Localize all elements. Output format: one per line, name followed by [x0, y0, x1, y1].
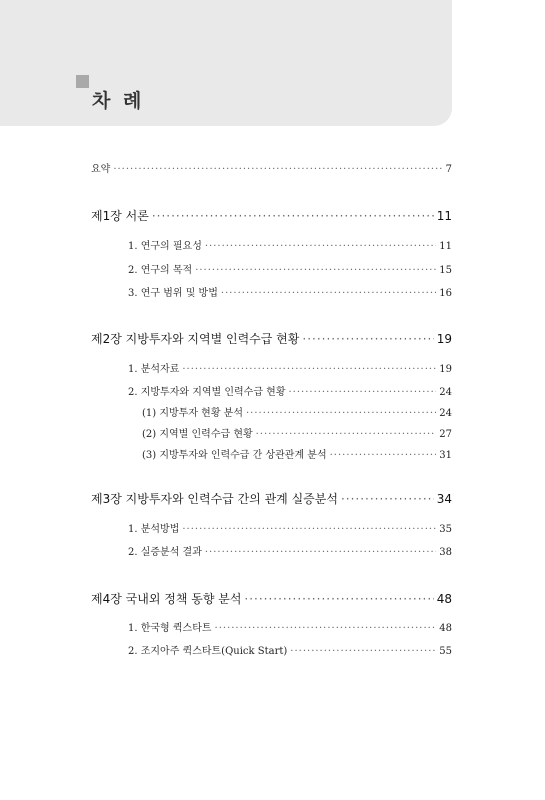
- toc-section-1-3[interactable]: [128, 284, 452, 299]
- toc-label: 1. 분석자료: [128, 364, 180, 375]
- toc-label: 요약: [91, 164, 111, 175]
- toc-section-2-2[interactable]: [128, 383, 452, 398]
- toc-label: 2. 연구의 목적: [128, 265, 193, 276]
- toc-chapter-4[interactable]: [91, 590, 452, 607]
- dot-leader: [302, 332, 433, 346]
- toc-label: 2. 조지아주 퀵스타트(Quick Start): [128, 646, 288, 657]
- toc-page-number: 31: [439, 450, 452, 461]
- dot-leader: [244, 592, 433, 606]
- toc-section-1-1[interactable]: [128, 237, 452, 252]
- toc-label: 1. 한국형 퀵스타트: [128, 623, 212, 634]
- dot-leader: [113, 164, 442, 175]
- toc-label: 제3장 지방투자와 인력수급 간의 관계 실증분석: [91, 492, 338, 506]
- dot-leader: [195, 265, 436, 276]
- toc-page-number: 15: [439, 265, 452, 276]
- toc-chapter-3[interactable]: [91, 490, 452, 507]
- toc-page-number: 35: [439, 524, 452, 535]
- toc-label: 제2장 지방투자와 지역별 인력수급 현황: [91, 332, 300, 346]
- dot-leader: [330, 450, 437, 461]
- dot-leader: [205, 547, 436, 558]
- toc-label: 1. 연구의 필요성: [128, 241, 202, 252]
- toc-page-number: 27: [439, 429, 452, 440]
- toc-page-number: 11: [439, 241, 452, 252]
- dot-leader: [256, 429, 437, 440]
- dot-leader: [152, 209, 434, 223]
- toc-entry-summary[interactable]: [91, 160, 452, 175]
- toc-page-number: 34: [436, 492, 452, 506]
- dot-leader: [182, 524, 436, 535]
- dot-leader: [246, 408, 436, 419]
- toc-page-number: 55: [439, 646, 452, 657]
- dot-leader: [341, 492, 434, 506]
- toc-page-number: 38: [439, 547, 452, 558]
- toc-page-number: 48: [439, 623, 452, 634]
- toc-page-number: 16: [439, 288, 452, 299]
- toc-section-4-2[interactable]: [128, 642, 452, 657]
- toc-subsection-2-2-2[interactable]: [142, 425, 452, 440]
- toc-page-number: 24: [439, 408, 452, 419]
- toc-chapter-2[interactable]: [91, 330, 452, 347]
- dot-leader: [182, 364, 436, 375]
- toc-page-number: 24: [439, 387, 452, 398]
- toc-label: (1) 지방투자 현황 분석: [142, 408, 243, 419]
- toc-page-number: 11: [436, 209, 452, 223]
- toc-section-3-1[interactable]: [128, 520, 452, 535]
- toc-label: 제4장 국내외 정책 동향 분석: [91, 592, 242, 606]
- toc-label: (2) 지역별 인력수급 현황: [142, 429, 253, 440]
- dot-leader: [221, 288, 436, 299]
- toc-page-number: 7: [445, 164, 452, 175]
- toc-label: 제1장 서론: [91, 209, 149, 223]
- toc-label: (3) 지방투자와 인력수급 간 상관관계 분석: [142, 450, 327, 461]
- toc-subsection-2-2-3[interactable]: [142, 446, 452, 461]
- toc-label: 2. 지방투자와 지역별 인력수급 현황: [128, 387, 286, 398]
- toc-label: 2. 실증분석 결과: [128, 547, 202, 558]
- dot-leader: [205, 241, 436, 252]
- toc-page-number: 19: [439, 364, 452, 375]
- title-marker-square: [76, 75, 89, 88]
- header-band: [0, 0, 452, 126]
- dot-leader: [289, 387, 437, 398]
- toc-page-number: 19: [436, 332, 452, 346]
- toc-page-number: 48: [436, 592, 452, 606]
- dot-leader: [290, 646, 436, 657]
- toc-label: 3. 연구 범위 및 방법: [128, 288, 218, 299]
- toc-section-3-2[interactable]: [128, 543, 452, 558]
- dot-leader: [215, 623, 437, 634]
- toc-subsection-2-2-1[interactable]: [142, 404, 452, 419]
- page-title: 차 례: [92, 90, 145, 112]
- toc-label: 1. 분석방법: [128, 524, 180, 535]
- toc-chapter-1[interactable]: [91, 207, 452, 224]
- toc-section-2-1[interactable]: [128, 360, 452, 375]
- toc-section-1-2[interactable]: [128, 261, 452, 276]
- toc-section-4-1[interactable]: [128, 619, 452, 634]
